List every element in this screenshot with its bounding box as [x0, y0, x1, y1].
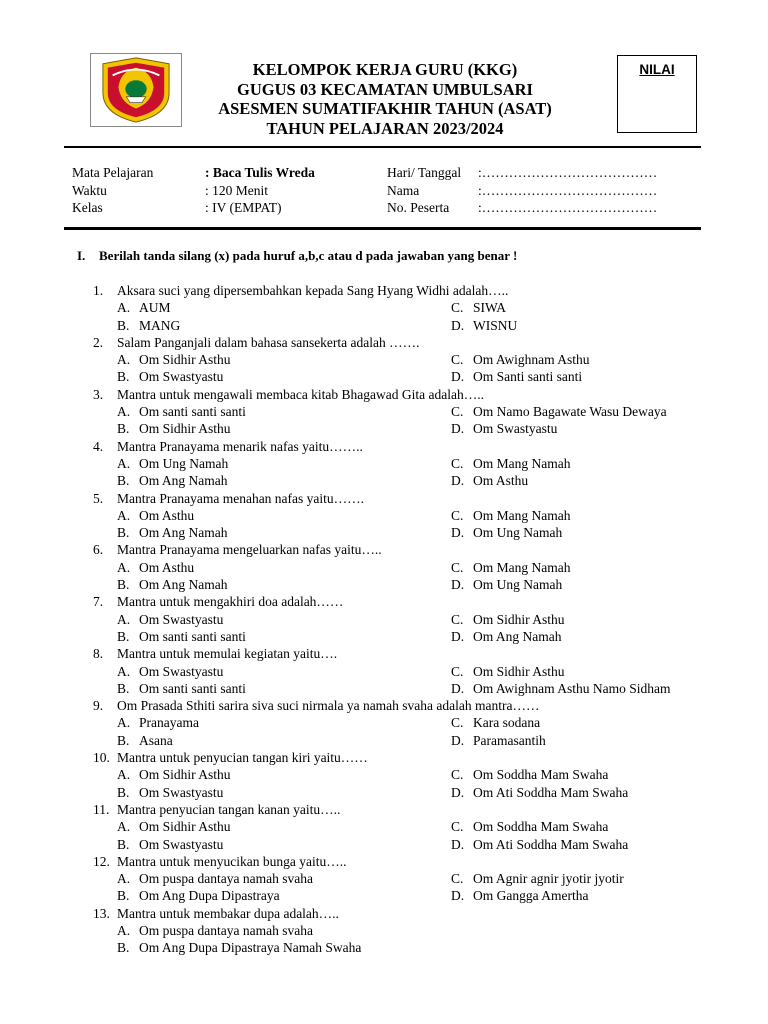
option-letter: D. [451, 473, 465, 489]
option-text: Om Sidhir Asthu [473, 611, 565, 627]
option-c[interactable] [451, 870, 624, 887]
question-text-row [93, 490, 713, 507]
info-label-date: Hari/ Tanggal [387, 165, 462, 180]
option-b[interactable] [117, 524, 228, 541]
option-d[interactable] [451, 680, 671, 697]
option-text: Om Ung Namah [473, 577, 563, 593]
option-letter: C. [451, 455, 464, 471]
question-text-row [93, 593, 713, 610]
question-text-row [93, 905, 713, 922]
option-a[interactable] [117, 299, 171, 316]
answer-options [93, 403, 713, 438]
question-item [93, 541, 713, 593]
option-b[interactable] [117, 368, 223, 385]
answer-options [93, 299, 713, 334]
question-text-row [93, 334, 713, 351]
info-label-name: Nama [387, 182, 420, 198]
date-field[interactable]: :………………………………… [478, 165, 658, 180]
option-letter: A. [117, 663, 131, 679]
option-letter: C. [451, 507, 464, 523]
option-text: Om puspa dantaya namah svaha [139, 922, 313, 938]
option-d[interactable] [451, 887, 588, 904]
option-a[interactable] [117, 403, 246, 420]
option-d[interactable] [451, 317, 517, 334]
option-text: Om Namo Bagawate Wasu Dewaya [473, 404, 667, 420]
info-label-subject: Mata Pelajaran [72, 165, 154, 180]
option-text: Om Awighnam Asthu Namo Sidham [473, 680, 671, 696]
option-text: Om Mang Namah [473, 559, 571, 575]
question-text-row [93, 282, 713, 299]
question-number: 8. [93, 646, 104, 662]
title-line: KELOMPOK KERJA GURU (KKG) [252, 60, 518, 79]
option-letter: A. [117, 507, 131, 523]
option-text: Om Awighnam Asthu [473, 352, 590, 368]
option-letter: D. [451, 888, 465, 904]
question-number: 7. [93, 594, 104, 610]
question-text: Om Prasada Sthiti sarira siva suci nirmala ya namah svaha adalah mantra…… [117, 698, 540, 714]
option-a[interactable] [117, 507, 194, 524]
answer-options [93, 559, 713, 594]
option-text: Paramasantih [473, 732, 546, 748]
title-line: GUGUS 03 KECAMATAN UMBULSARI [237, 79, 533, 99]
option-text: Om Agnir agnir jyotir jyotir [473, 871, 624, 887]
info-label-participant-no: No. Peserta [387, 200, 450, 215]
option-text: Om Sidhir Asthu [473, 663, 565, 679]
info-values-right [478, 164, 657, 217]
option-a[interactable] [117, 559, 194, 576]
option-text: Om Ang Namah [139, 577, 228, 593]
question-item [93, 386, 713, 438]
option-letter: B. [117, 680, 130, 696]
option-text: Om Ati Soddha Mam Swaha [473, 836, 629, 852]
header-divider [64, 146, 701, 148]
option-c[interactable] [451, 663, 565, 680]
question-text-row [93, 645, 713, 662]
option-text: Om Mang Namah [473, 507, 571, 523]
option-letter: D. [451, 577, 465, 593]
question-item [93, 853, 713, 905]
option-text: Om Swastyastu [473, 421, 558, 437]
option-b[interactable] [117, 887, 280, 904]
option-text: Om Ang Namah [139, 473, 228, 489]
question-list [93, 282, 713, 957]
option-d[interactable] [451, 628, 562, 645]
question-item [93, 697, 713, 749]
option-b[interactable] [117, 836, 223, 853]
option-letter: C. [451, 715, 464, 731]
question-number: 3. [93, 386, 104, 402]
question-text: Mantra untuk memulai kegiatan yaitu…. [117, 646, 338, 662]
option-letter: D. [451, 421, 465, 437]
question-number: 10. [93, 750, 110, 766]
question-number: 11. [93, 801, 110, 817]
option-text: Om puspa dantaya namah svaha [139, 871, 313, 887]
info-divider [64, 227, 701, 230]
option-letter: B. [117, 525, 130, 541]
title-line: TAHUN PELAJARAN 2023/2024 [266, 118, 504, 138]
option-text: Om Asthu [139, 559, 195, 575]
question-text: Aksara suci yang dipersembahkan kepada Sang Hyang Widhi adalah….. [117, 283, 509, 298]
name-field[interactable]: :………………………………… [478, 182, 658, 198]
option-letter: B. [117, 369, 130, 385]
option-b[interactable] [117, 784, 223, 801]
score-label: NILAI [639, 62, 675, 77]
option-letter: D. [451, 628, 465, 644]
option-text: Om Ati Soddha Mam Swaha [473, 784, 629, 800]
option-letter: C. [451, 352, 464, 368]
question-text: Mantra untuk menyucikan bunga yaitu….. [117, 853, 347, 869]
info-value-class: : IV (EMPAT) [205, 200, 282, 215]
option-letter: A. [117, 715, 131, 731]
answer-options [93, 870, 713, 905]
option-letter: B. [117, 628, 130, 644]
question-item [93, 801, 713, 853]
option-d[interactable] [451, 784, 628, 801]
regency-crest-icon [90, 53, 182, 127]
option-letter: B. [117, 577, 130, 593]
option-text: AUM [139, 300, 171, 316]
option-letter: B. [117, 784, 130, 800]
option-b[interactable] [117, 628, 246, 645]
option-text: Om Sidhir Asthu [139, 352, 231, 368]
answer-options [93, 351, 713, 386]
option-letter: D. [451, 369, 465, 385]
option-b[interactable] [117, 420, 231, 437]
question-text-row [93, 438, 713, 455]
option-d[interactable] [451, 732, 546, 749]
option-b[interactable] [117, 939, 361, 956]
option-letter: B. [117, 421, 130, 437]
section-instruction [77, 248, 517, 264]
option-letter: D. [451, 680, 465, 696]
option-a[interactable] [117, 870, 313, 887]
answer-options [93, 818, 713, 853]
option-letter: A. [117, 767, 131, 783]
option-letter: C. [451, 819, 464, 835]
option-text: Om Ang Dupa Dipastraya [139, 888, 280, 904]
option-text: Om Ung Namah [473, 525, 563, 541]
title-line: ASESMEN SUMATIFAKHIR TAHUN (ASAT) [218, 99, 552, 118]
question-item [93, 645, 713, 697]
option-letter: D. [451, 784, 465, 800]
option-letter: B. [117, 317, 130, 333]
option-d[interactable] [451, 420, 557, 437]
option-text: Om Asthu [139, 507, 195, 523]
option-text: Pranayama [139, 715, 199, 731]
question-item [93, 749, 713, 801]
question-text: Mantra untuk mengawali membaca kitab Bhagawad Gita adalah….. [117, 386, 484, 402]
question-text-row [93, 801, 713, 818]
option-letter: D. [451, 836, 465, 852]
option-letter: A. [117, 922, 131, 938]
option-text: Om santi santi santi [139, 404, 246, 420]
option-text: Om Swastyastu [139, 611, 224, 627]
question-number: 6. [93, 542, 104, 558]
option-letter: C. [451, 559, 464, 575]
option-a[interactable] [117, 611, 223, 628]
option-a[interactable] [117, 351, 231, 368]
question-text: Mantra untuk penyucian tangan kiri yaitu…… [117, 750, 368, 766]
option-letter: A. [117, 819, 131, 835]
participant-no-field[interactable]: :………………………………… [478, 200, 658, 215]
option-c[interactable] [451, 559, 570, 576]
option-letter: D. [451, 525, 465, 541]
question-text: Mantra untuk mengakhiri doa adalah…… [117, 594, 344, 610]
option-letter: B. [117, 888, 130, 904]
option-c[interactable] [451, 507, 570, 524]
question-text: Mantra penyucian tangan kanan yaitu….. [117, 801, 341, 817]
option-d[interactable] [451, 524, 562, 541]
answer-options [93, 766, 713, 801]
option-letter: A. [117, 352, 131, 368]
option-text: Om Soddha Mam Swaha [473, 819, 609, 835]
option-c[interactable] [451, 766, 608, 783]
option-letter: B. [117, 732, 130, 748]
option-c[interactable] [451, 299, 506, 316]
question-number: 4. [93, 438, 104, 454]
question-number: 13. [93, 905, 110, 921]
option-letter: C. [451, 611, 464, 627]
option-d[interactable] [451, 472, 528, 489]
option-text: Om Ang Namah [139, 525, 228, 541]
score-box[interactable] [617, 55, 697, 133]
option-letter: A. [117, 404, 131, 420]
option-letter: B. [117, 940, 130, 956]
option-text: Om Sidhir Asthu [139, 819, 231, 835]
option-a[interactable] [117, 766, 231, 783]
option-d[interactable] [451, 576, 562, 593]
option-text: Om Mang Namah [473, 455, 571, 471]
option-letter: A. [117, 455, 131, 471]
question-item [93, 282, 713, 334]
option-letter: B. [117, 836, 130, 852]
option-letter: D. [451, 317, 465, 333]
option-text: Asana [139, 732, 173, 748]
info-value-subject: : Baca Tulis Wreda [205, 165, 315, 180]
option-text: Om Santi santi santi [473, 369, 583, 385]
question-item [93, 905, 713, 957]
option-text: Om santi santi santi [139, 628, 246, 644]
question-number: 5. [93, 490, 104, 506]
option-a[interactable] [117, 714, 199, 731]
question-number: 12. [93, 853, 110, 869]
option-letter: A. [117, 559, 131, 575]
question-text-row [93, 749, 713, 766]
option-letter: A. [117, 300, 131, 316]
option-c[interactable] [451, 611, 565, 628]
option-b[interactable] [117, 576, 228, 593]
answer-options [93, 507, 713, 542]
option-b[interactable] [117, 680, 246, 697]
question-text: Mantra Pranayama menahan nafas yaitu……. [117, 490, 365, 506]
option-c[interactable] [451, 403, 667, 420]
option-letter: C. [451, 404, 464, 420]
option-b[interactable] [117, 732, 173, 749]
option-text: WISNU [473, 317, 518, 333]
info-label-time: Waktu [72, 182, 107, 198]
info-labels [72, 164, 153, 217]
option-b[interactable] [117, 317, 180, 334]
option-letter: C. [451, 663, 464, 679]
question-text: Mantra Pranayama mengeluarkan nafas yaitu….. [117, 542, 382, 558]
option-text: Om Ang Namah [473, 628, 562, 644]
question-number: 2. [93, 334, 104, 350]
option-c[interactable] [451, 351, 590, 368]
question-item [93, 334, 713, 386]
option-b[interactable] [117, 472, 228, 489]
option-text: Om Swastyastu [139, 784, 224, 800]
answer-options [93, 714, 713, 749]
option-c[interactable] [451, 455, 570, 472]
answer-options [93, 455, 713, 490]
option-text: Om santi santi santi [139, 680, 246, 696]
option-d[interactable] [451, 368, 582, 385]
section-number: I. [77, 248, 86, 263]
option-text: Om Swastyastu [139, 663, 224, 679]
option-letter: A. [117, 871, 131, 887]
option-text: Om Swastyastu [139, 836, 224, 852]
instruction-text: Berilah tanda silang (x) pada huruf a,b,c atau d pada jawaban yang benar ! [99, 248, 518, 263]
option-c[interactable] [451, 714, 540, 731]
question-text: Mantra Pranayama menarik nafas yaitu…….. [117, 438, 363, 454]
info-value-time: : 120 Menit [205, 182, 268, 198]
option-letter: C. [451, 767, 464, 783]
question-text-row [93, 853, 713, 870]
option-a[interactable] [117, 663, 223, 680]
option-text: Om Ung Namah [139, 455, 229, 471]
option-text: Om Asthu [473, 473, 529, 489]
option-letter: C. [451, 300, 464, 316]
answer-options [93, 922, 713, 957]
option-text: Om Gangga Amertha [473, 888, 589, 904]
question-text-row [93, 697, 713, 714]
option-text: Om Soddha Mam Swaha [473, 767, 609, 783]
question-item [93, 490, 713, 542]
option-text: MANG [139, 317, 181, 333]
option-text: SIWA [473, 300, 506, 316]
option-text: Om Sidhir Asthu [139, 421, 231, 437]
option-text: Kara sodana [473, 715, 541, 731]
document-title [185, 60, 585, 138]
option-letter: D. [451, 732, 465, 748]
option-a[interactable] [117, 922, 313, 939]
option-c[interactable] [451, 818, 608, 835]
option-letter: A. [117, 611, 131, 627]
option-a[interactable] [117, 455, 228, 472]
question-item [93, 438, 713, 490]
question-text-row [93, 541, 713, 558]
question-text: Mantra untuk membakar dupa adalah….. [117, 905, 339, 921]
answer-options [93, 611, 713, 646]
option-d[interactable] [451, 836, 628, 853]
info-label-class: Kelas [72, 200, 103, 215]
option-letter: B. [117, 473, 130, 489]
option-a[interactable] [117, 818, 231, 835]
answer-options [93, 663, 713, 698]
info-labels-right [387, 164, 461, 217]
option-letter: C. [451, 871, 464, 887]
question-number: 1. [93, 283, 104, 298]
question-text: Salam Panganjali dalam bahasa sansekerta adalah ……. [117, 334, 420, 350]
option-text: Om Ang Dupa Dipastraya Namah Swaha [139, 940, 362, 956]
info-values [205, 164, 315, 217]
option-text: Om Sidhir Asthu [139, 767, 231, 783]
question-text-row [93, 386, 713, 403]
option-text: Om Swastyastu [139, 369, 224, 385]
question-number: 9. [93, 698, 104, 714]
question-item [93, 593, 713, 645]
